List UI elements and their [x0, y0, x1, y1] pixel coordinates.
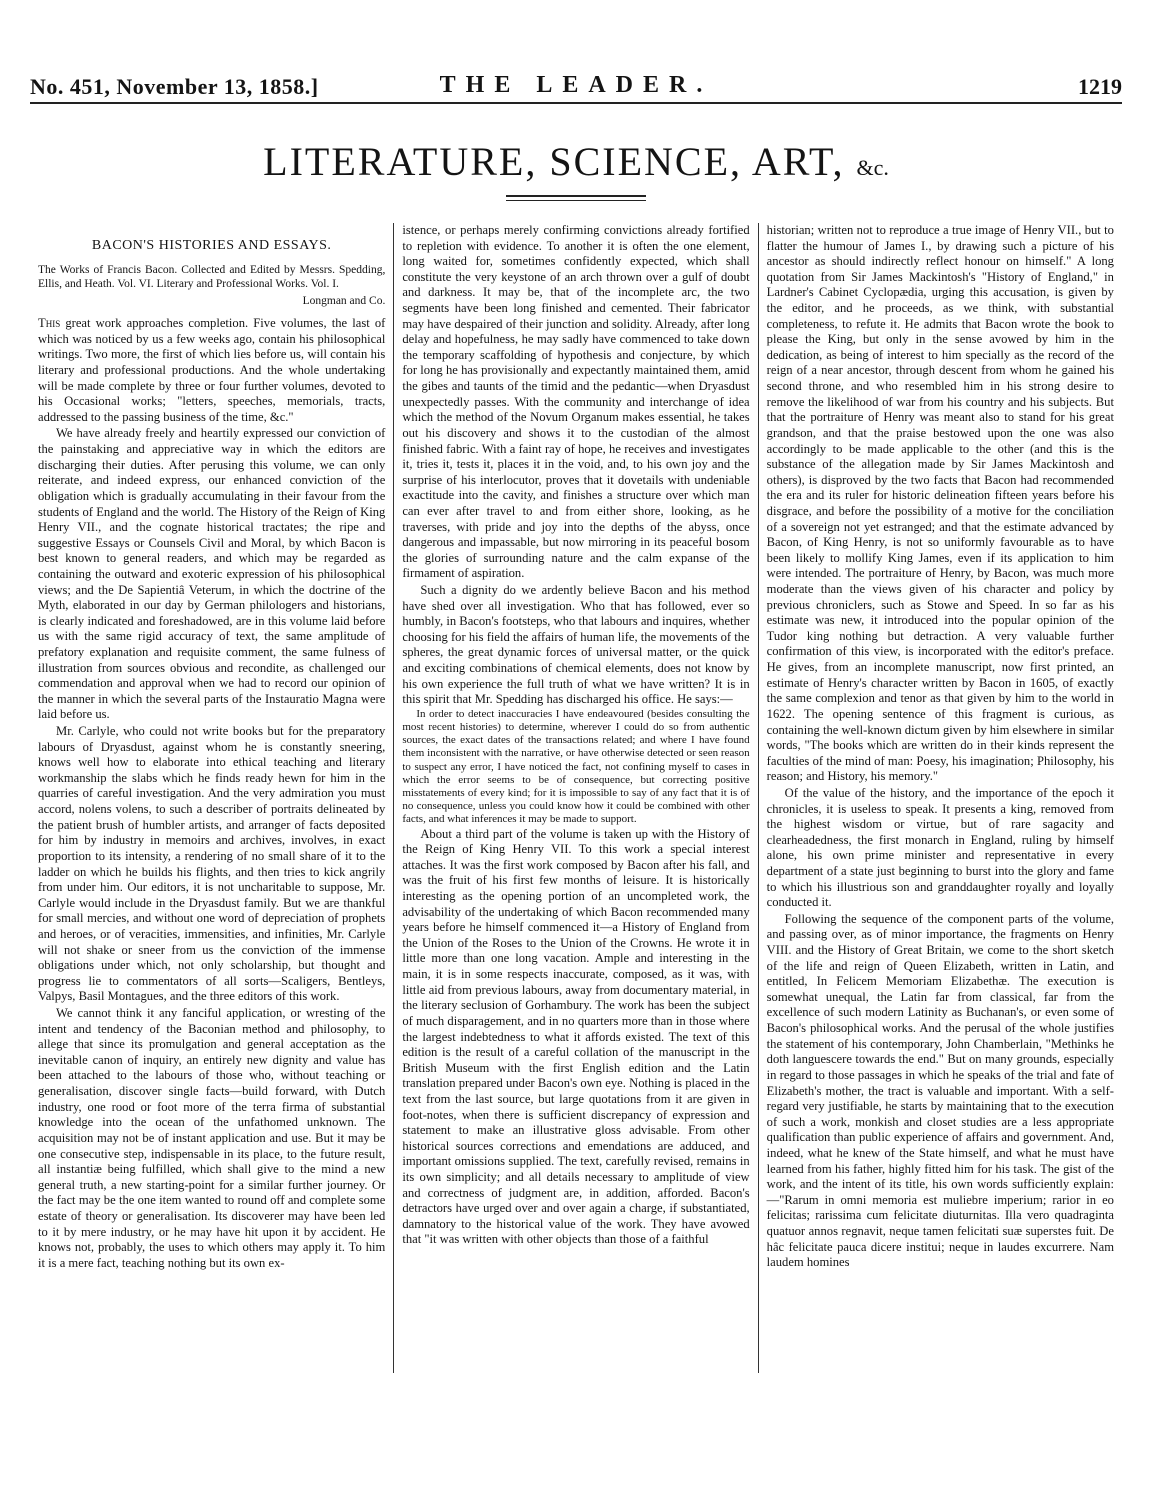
header-rule: [30, 102, 1122, 104]
running-header: [30, 60, 1122, 100]
paragraph: historian; written not to reproduce a true image of Henry VII., but to flatter the humour of James I., by drawing such a picture of his ancestor as should indirectly reflect honour on himself." A long quotation from Sir James Mackintosh's "History of England," in Lardner's Cabinet Cyclopædia, urging this accusation, is given by the editor, and he proceeds, as we think, with substantial completeness, to refute it. He admits that Bacon wrote the book to please the King, but only in the sense avowed by him in the dedication, as being of interest to him specially as the record of the reign of a near ancestor, through descent from whom he gained his second throne, and who resembled him in his strong desire to remove the likelihood of war from his country and his subjects. But that the portraiture of Henry was meant also to stand for his great grandson, and that the praise bestowed upon the one was also accordingly to be made applicable to the other (and this is the substance of the allegation made by Sir James Mackintosh and others), is disproved by the two facts that Bacon had recommended the era and its ruler for historic delineation fifteen years before his disgrace, and before the possibility of a motive for the conciliation of a sovereign not yet estranged; and that the estimate advanced by Bacon, of King Henry, is not so uniformly favourable as to have been likely to mollify King James, even if its application to him were intended. The portraiture of Henry, by Bacon, was much more moderate than the views given of his character and policy by previous chroniclers, such as Stowe and Speed. In so far as his estimate was new, it introduced into the popular opinion of the Tudor king nothing but detraction. A very valuable further confirmation of this view, is incorporated with the editor's preface. He gives, from an incomplete manuscript, now first printed, an estimate of Henry's character written by Bacon in 1605, of exactly the same complexion and tenor as that given by him to the world in 1622. The opening sentence of this fragment is curious, as containing the well-known dictum given by him elsewhere in similar words, "The books which are written do in their kinds represent the faculties of the mind of man: Poesy, his imagination; Philosophy, his reason; and History, his memory.": [766, 223, 1114, 784]
paragraph: Mr. Carlyle, who could not write books but for the preparatory labours of Dryasdust, against whom he is constantly sneering, knows well how to elaborate into ethical teaching and literary workmanship the slabs which he finds ready hewn for him in the quarries of careful investigation. And the very admiration you must accord, nolens volens, to such a describer of portraits delineated by the patient brush of humbler artists, and arranger of facts deposited for him by industry in memoirs and archives, involves, in exact proportion to its intensity, a rendering of no small share of it to the ladder on which he builds his flights, and then tries to kick angrily from under him. Our editors, it is not uncharitable to suppose, Mr. Carlyle would include in the Dryasdust family. But we are thankful for small mercies, and without one word of depreciation of prophets and heroes, or of veracities, immensities, and infinities, Mr. Carlyle will not shake or sneer from us the conviction of the immense obligations under which, not only scholarship, but thought and progress lie to commentators of all sorts—Scaligers, Bentleys, Valpys, Basil Montagues, and the three editors of this work.: [38, 724, 386, 1004]
article-source: The Works of Francis Bacon. Collected and Edited by Messrs. Spedding, Ellis, and Heath. Vol. VI. Literary and Professional Works. Vol. I.: [38, 264, 386, 291]
column-2: [393, 223, 757, 1373]
article-publisher: Longman and Co.: [302, 294, 386, 307]
paragraph: We have already freely and heartily expressed our conviction of the painstaking and appreciative way in which the editors are discharging their duties. After perusing this volume, we can only reiterate, and indeed express, our enhanced conviction of the obligation which is gradually accumulating in their favour from the students of England and the world. The History of the Reign of King Henry VII., and the cognate historical tractates; the ripe and suggestive Essays or Counsels Civil and Moral, by which Bacon is best known to general readers, and which may be regarded as containing the outward and exoteric expression of his philosophical views; and the De Sapientiâ Veterum, in which the doctrine of the Myth, elaborated in our day by German philologers and historians, is clearly indicated and foreshadowed, are in this volume laid before us with the same rigid accuracy of text, the same amplitude of prefatory explanation and requisite comment, the same fulness of illustration from sources obvious and recondite, as challenged our commendation and approval when we had to record our opinion of the manner in which the several parts of the Instauratio Magna were laid before us.: [38, 426, 386, 722]
section-title-etc: &c.: [856, 155, 889, 180]
paragraph: [38, 316, 385, 425]
column-1: [30, 223, 393, 1373]
paragraph: Such a dignity do we ardently believe Bacon and his method have shed over all investigation. Who that has followed, ever so humbly, in Bacon's footsteps, who that labours and inquires, whether choosing for his field the affairs of human life, the movements of the spheres, the great dynamic forces of universal matter, or the quick and exciting combinations of chemical elements, does not know by his own experience the full truth of what we have written? It is in this spirit that Mr. Spedding has discharged his office. He says:—: [402, 583, 750, 707]
section-title: [30, 138, 1122, 185]
quote-text: In order to detect inaccuracies I have endeavoured (besides consulting the most recent histories) to determine, wherever I could do so from authentic sources, the exact dates of the transactions related; and where I have found them inconsistent with the narrative, or have otherwise detected or seen reason to suspect any error, I have noticed the fact, not confining myself to cases in which the error seems to be of consequence, but correcting positive misstatements of every kind; for it is impossible to say of any fact that it is of no consequence, unless you could know how it could be combined with other facts, and what inferences it may be made to support.: [402, 707, 750, 826]
article-title: BACON'S HISTORIES AND ESSAYS.: [91, 238, 332, 253]
paragraph: About a third part of the volume is taken up with the History of the Reign of King Henry VII. To this work a special interest attaches. It was the first work composed by Bacon after his fall, and was the fruit of his first few months of leisure. It is historically interesting as the opening portion of an uncompleted work, the advisability of the undertaking of which Bacon recommended many years before he himself commenced it—a History of England from the Union of the Roses to the Union of the Crowns. He wrote it in little more than one long vacation. Ample and interesting in the main, it is in some respects inaccurate, composed, as it was, with little aid from previous labours, away from documentary material, in the literary seclusion of Gorhambury. The work has been the subject of much disparagement, and in no quarters more than in those where the largest indebtedness to what it affords existed. The text of this edition is the result of a careful collation of the manuscript in the British Museum with the first English edition and the Latin translation prepared under Bacon's own eye. Nothing is placed in the text from the last source, but large quotations from it are given in foot-notes, when there is sufficient discrepancy of expression and statement to make an illustrative gloss advisable. From other historical sources corrections and emendations are adduced, and important omissions supplied. The text, carefully revised, remains in its own simplicity; and all details necessary to amplitude of view and correctness of judgment are, in addition, afforded. Bacon's detractors have urged over and over again a charge, if substantiated, damnatory to the historical value of the work. They have avowed that "it was written with other objects than those of a faithful: [402, 826, 750, 1247]
paragraph: We cannot think it any fanciful application, or wresting of the intent and tendency of the Baconian method and philosophy, to allege that since its promulgation and general acceptation as the inevitable canon of inquiry, an entirely new dignity and value has been attached to the labours of those who, without teaching or generalisation, discover single facts—build forward, with Dutch industry, one rood or foot more of the terra firma of substantial knowledge into the ocean of the unfathomed unknown. The acquisition may not be of instant application and use. But it may be one consecutive step, indispensable in its place, to the future result, all instantiæ being fulfilled, which shall give to the mind a new general truth, a new starting-point for a similar further journey. Or the fact may be the one item wanted to round off and complete some estate of theory or generalisation. Its discoverer may have been led to it by mere industry, or he may have hit upon it by accident. He knows not, probably, the uses to which others may apply it. To him it is a mere fact, teaching nothing but its own ex-: [38, 1006, 386, 1270]
issue-number: No. 451, November 13, 1858.]: [30, 74, 319, 99]
paragraph-text: great work approaches completion. Five volumes, the last of which was noticed by us a few weeks ago, contain his philosophical writings. Two more, the first of which lies before us, will contain his literary and professional productions. And the whole undertaking will be made complete by three or four further volumes, devoted to his Occasional works; "letters, speeches, memorials, tracts, addressed to the passing business of the time, &c.": [38, 316, 386, 424]
opening-word: This: [38, 316, 61, 331]
article-columns: [30, 223, 1122, 1373]
section-title-text: LITERATURE, SCIENCE, ART,: [263, 139, 845, 184]
paragraph: Following the sequence of the component parts of the volume, and passing over, as of minor importance, the fragments on Henry VIII. and the History of Great Britain, we come to the short sketch of the life and reign of Queen Elizabeth, written in Latin, and entitled, In Felicem Memoriam Elizabethæ. The execution is somewhat unequal, the Latin far from classical, far from the excellence of such modern Latinity as Buchanan's, or even some of Bacon's philosophical works. And the perusal of the whole justifies the statement of his contemporary, John Chamberlain, "Methinks he doth languescere towards the end." But on many grounds, especially in regard to those passages in which he speaks of the trial and fate of Elizabeth's mother, the tract is valuable and important. With a self-regard very justifiable, he starts by maintaining that to the execution of such a work, monkish and closet studies are a less appropriate qualification than public experience of affairs and government. And, indeed, what he knew of the State himself, and what he must have learned from his father, highly fitted him for his task. The gist of the work, and the intent of its title, his own words sufficiently explain:—"Rarum in omni memoria est muliebre imperium; rarior in eo felicitas; rarissima cum felicitate diuturnitas. Illa vero quadraginta quatuor annos regnavit, neque tamen felicitati suæ superstes fuit. De hâc felicitate pauca dicere institui; neque in laudes excurrere. Nam laudem homines: [766, 911, 1114, 1270]
paragraph: Of the value of the history, and the importance of the epoch it chronicles, it is useless to speak. It presents a king, removed from the highest wisdom or virtue, but of rare sagacity and clearheadedness, the first monarch in England, ruling by himself alone, his own prime minister and representative in every department of a state just beginning to burst into the glory and fame to which his illustrious son and granddaughter royally and loyally conducted it.: [766, 785, 1114, 910]
column-3: [758, 223, 1122, 1373]
section-title-rule: [506, 195, 646, 201]
block-quote: [402, 708, 749, 827]
page-number: 1219: [1078, 74, 1122, 99]
newspaper-title: THE LEADER.: [439, 72, 713, 98]
paragraph: istence, or perhaps merely confirming convictions already fortified to repletion with evidence. To another it is often the one element, long waited for, sometimes confidently expected, which shall constitute the very keystone of an arch thrown over a gulf of doubt and darkness. It may be, that of the incomplete arc, the two segments have been long finished and cemented. Their fabricator may have despaired of their junction and solidity. Already, after long delay and hopefulness, he may sadly have commenced to take down the temporary scaffolding of hypothesis and conjecture, by which for long he has provisionally and expectantly maintained them, amid the gibes and taunts of the timid and the pedantic—when Dryasdust unexpectedly passes. With the community and interchange of idea which the method of the Novum Organum makes essential, he takes out his discovery and shows it to the custodian of the almost finished fabric. With a faint ray of hope, he receives and investigates it, tries it, tests it, places it in the void, and, to his own joy and the surprise of his interlocutor, proves that it dovetails with undeniable exactitude into the cavity, and finishes a structure over which man can ever after travel to and from either shore, looking, as he traverses, with pride and joy into the depths of the abyss, once dangerous and impassable, but now mirroring in its peaceful bosom the glories of surrounding nature and the calm expanse of the firmament of aspiration.: [402, 223, 750, 581]
